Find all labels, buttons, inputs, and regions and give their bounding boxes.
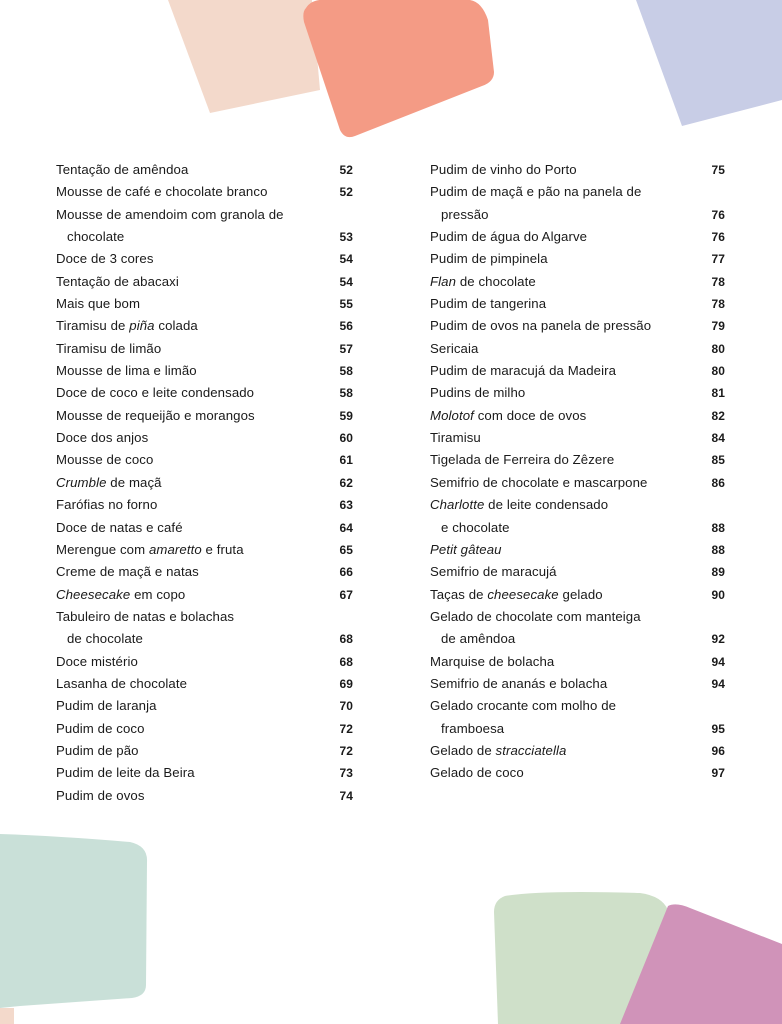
toc-entry[interactable] [430, 606, 727, 651]
title-text: Taças de [430, 586, 488, 602]
toc-page-number: 52 [339, 163, 353, 177]
toc-entry[interactable] [56, 517, 353, 539]
toc-entry-title [430, 673, 727, 695]
title-text: Tiramisu de limão [56, 340, 162, 356]
title-text: de chocolate [67, 631, 143, 647]
toc-page-number: 76 [711, 230, 725, 245]
title-text: Mousse de amendoim com granola de [56, 206, 284, 222]
toc-entry-title [430, 315, 727, 337]
title-text: Pudins de milho [430, 385, 526, 401]
toc-entry-title [56, 695, 353, 717]
toc-entry[interactable] [430, 159, 727, 181]
title-text: Tentação de abacaxi [56, 273, 179, 289]
italic-term: cheesecake [487, 586, 559, 602]
toc-entry[interactable] [56, 449, 353, 471]
title-text: Tentação de amêndoa [56, 162, 189, 177]
toc-entry-title [56, 539, 353, 561]
toc-entry[interactable] [56, 181, 353, 203]
toc-page-number: 68 [339, 654, 353, 669]
title-text: Gelado crocante com molho de [430, 698, 617, 714]
toc-page-number: 88 [711, 542, 725, 557]
title-text: Pudim de laranja [56, 698, 157, 714]
title-text: Marquise de bolacha [430, 653, 555, 669]
toc-page-number: 67 [339, 587, 353, 602]
toc-page-number: 97 [711, 766, 725, 781]
title-text: com doce de ovos [473, 407, 587, 423]
toc-entry-title [430, 561, 727, 583]
toc-entry-title [430, 293, 727, 315]
toc-entry[interactable] [430, 472, 727, 494]
toc-page-number: 85 [711, 453, 725, 468]
toc-page-number: 94 [711, 654, 725, 669]
toc-page-number: 69 [339, 676, 353, 691]
toc-page-number: 52 [339, 185, 353, 200]
toc-page-number: 80 [711, 364, 725, 379]
italic-term: Charlotte [430, 497, 485, 513]
title-text: e chocolate [441, 519, 510, 535]
toc-entry[interactable] [430, 226, 727, 248]
toc-page-number: 73 [339, 766, 353, 781]
toc-page-number: 57 [339, 341, 353, 356]
toc-entry-title [56, 181, 353, 203]
title-text: colada [154, 318, 198, 334]
toc-entry[interactable] [56, 405, 353, 427]
toc-entry-title [430, 517, 727, 539]
toc-entry-title [56, 628, 353, 650]
toc-page-number: 78 [711, 297, 725, 312]
toc-entry-title [430, 584, 727, 606]
toc-page-number: 54 [339, 274, 353, 289]
title-text: Tiramisu de [56, 318, 130, 334]
toc-entry[interactable] [430, 427, 727, 449]
italic-term: amaretto [148, 541, 202, 557]
toc-page-number: 86 [711, 475, 725, 490]
toc-entry[interactable] [56, 271, 353, 293]
toc-entry-title [56, 673, 353, 695]
italic-term: stracciatella [495, 742, 567, 758]
toc-entry[interactable] [56, 494, 353, 516]
title-text: Tiramisu [430, 430, 481, 446]
title-text: Creme de maçã e natas [56, 564, 199, 580]
toc-entry-title [56, 226, 353, 248]
title-text: Sericaia [430, 340, 479, 356]
toc-entry[interactable] [56, 427, 353, 449]
toc-entry[interactable] [430, 494, 727, 539]
toc-entry[interactable] [430, 584, 727, 606]
italic-term: Molotof [430, 407, 474, 423]
toc-page-number: 61 [339, 453, 353, 468]
toc-entry-title [56, 159, 353, 181]
toc-page-number: 56 [339, 319, 353, 334]
toc-entry[interactable] [56, 762, 353, 784]
toc-page-number: 54 [339, 252, 353, 267]
toc-entry-title [56, 494, 353, 516]
title-text: Doce de coco e leite condensado [56, 385, 255, 401]
title-text: Mousse de lima e limão [56, 363, 197, 379]
toc-page-number: 55 [339, 297, 353, 312]
title-text: Lasanha de chocolate [56, 675, 188, 691]
toc-entry[interactable] [56, 338, 353, 360]
toc-entry-title [56, 271, 353, 293]
toc-entry-title [430, 606, 727, 628]
toc-entry-title [56, 651, 353, 673]
toc-page-number: 92 [711, 632, 725, 647]
toc-entry-title [56, 427, 353, 449]
toc-page-number: 58 [339, 364, 353, 379]
toc-entry-title [56, 204, 353, 226]
toc-page-number: 74 [339, 788, 353, 803]
toc-entry-title [430, 628, 727, 650]
toc-entry-title [56, 561, 353, 583]
toc-page-number: 65 [339, 542, 353, 557]
toc-entry[interactable] [56, 695, 353, 717]
toc-entry[interactable] [430, 762, 727, 784]
title-text: Pudim de água do Algarve [430, 229, 588, 245]
title-text: Gelado de coco [430, 765, 524, 781]
peach-swatch [168, 0, 320, 113]
toc-entry-title [56, 785, 353, 807]
toc-entry-title [430, 226, 727, 248]
toc-entry-title [56, 315, 353, 337]
toc-entry-title [56, 718, 353, 740]
title-text: Mousse de coco [56, 452, 154, 468]
toc-entry-title [56, 338, 353, 360]
toc-entry[interactable] [56, 584, 353, 606]
title-text: Pudim de vinho do Porto [430, 162, 577, 177]
toc-entry-title [56, 740, 353, 762]
toc-entry[interactable] [56, 159, 353, 181]
title-text: Pudim de pimpinela [430, 251, 548, 267]
toc-entry-title [56, 248, 353, 270]
title-text: Pudim de maracujá da Madeira [430, 363, 617, 379]
coral-swatch [303, 0, 494, 137]
toc-entry-title [430, 382, 727, 404]
toc-entry[interactable] [56, 673, 353, 695]
title-text: de leite condensado [484, 497, 609, 513]
toc-page-number: 72 [339, 743, 353, 758]
toc-page-number: 53 [339, 230, 353, 245]
title-text: Doce dos anjos [56, 430, 149, 446]
title-text: pressão [441, 206, 489, 222]
toc-entry[interactable] [430, 695, 727, 740]
toc-entry-title [430, 740, 727, 762]
title-text: e fruta [201, 541, 244, 557]
title-text: de chocolate [456, 273, 536, 289]
title-text: Doce mistério [56, 653, 138, 669]
title-text: Tigelada de Ferreira do Zêzere [430, 452, 615, 468]
italic-term: Flan [430, 273, 457, 289]
toc-entry-title [430, 695, 727, 717]
toc-page-number: 59 [339, 408, 353, 423]
toc-entry-title [56, 762, 353, 784]
toc-entry-title [430, 271, 727, 293]
toc-entry[interactable] [56, 561, 353, 583]
toc-right-column [430, 159, 727, 785]
toc-page-number: 82 [711, 408, 725, 423]
title-text: Pudim de coco [56, 720, 145, 736]
title-text: Pudim de leite da Beira [56, 765, 195, 781]
toc-page-number: 77 [711, 252, 725, 267]
lavender-swatch [636, 0, 782, 126]
toc-page-number: 81 [711, 386, 725, 401]
toc-entry-title [430, 405, 727, 427]
title-text: Merengue com [56, 541, 149, 557]
toc-entry-title [430, 181, 727, 203]
toc-entry[interactable] [56, 539, 353, 561]
toc-entry-title [56, 382, 353, 404]
title-text: Mousse de requeijão e morangos [56, 407, 255, 423]
toc-page-number: 90 [711, 587, 725, 602]
toc-entry[interactable] [430, 449, 727, 471]
toc-page-number: 84 [711, 431, 725, 446]
toc-entry-title [430, 762, 727, 784]
toc-page-number: 70 [339, 699, 353, 714]
toc-entry-title [56, 517, 353, 539]
toc-entry[interactable] [56, 293, 353, 315]
toc-page-number: 89 [711, 565, 725, 580]
toc-page-number: 75 [711, 163, 725, 177]
title-text: Gelado de [430, 742, 496, 758]
toc-entry[interactable] [430, 248, 727, 270]
toc-entry[interactable] [56, 785, 353, 807]
toc-entry-title [430, 248, 727, 270]
toc-page-number: 58 [339, 386, 353, 401]
title-text: framboesa [441, 720, 505, 736]
title-text: Semifrio de maracujá [430, 564, 557, 580]
toc-page-number: 64 [339, 520, 353, 535]
toc-entry-title [430, 494, 727, 516]
toc-page-number: 78 [711, 274, 725, 289]
toc-entry-title [56, 405, 353, 427]
mint-swatch [0, 834, 147, 1008]
title-text: Pudim de maçã e pão na panela de [430, 184, 642, 200]
toc-page-number: 95 [711, 721, 725, 736]
toc-entry[interactable] [430, 405, 727, 427]
toc-entry-title [430, 718, 727, 740]
toc-page-number: 68 [339, 632, 353, 647]
toc-entry[interactable] [430, 181, 727, 226]
toc-entry[interactable] [430, 338, 727, 360]
title-text: de amêndoa [441, 631, 516, 647]
toc-entry[interactable] [56, 315, 353, 337]
title-text: Pudim de pão [56, 742, 139, 758]
italic-term: piña [129, 318, 155, 334]
toc-entry[interactable] [430, 382, 727, 404]
title-text: Farófias no forno [56, 497, 158, 513]
title-text: Pudim de ovos na panela de pressão [430, 318, 652, 334]
toc-page-number: 66 [339, 565, 353, 580]
title-text: Doce de natas e café [56, 519, 183, 535]
toc-page-number: 88 [711, 520, 725, 535]
title-text: Mais que bom [56, 296, 141, 312]
toc-entry-title [430, 159, 727, 181]
toc-entry-title [56, 606, 353, 628]
title-text: de maçã [106, 474, 162, 490]
toc-entry-title [56, 360, 353, 382]
italic-term: Cheesecake [56, 586, 131, 602]
title-text: chocolate [67, 229, 125, 245]
toc-entry[interactable] [430, 360, 727, 382]
italic-term: Crumble [56, 474, 107, 490]
toc-page-number: 80 [711, 341, 725, 356]
title-text: Pudim de ovos [56, 787, 145, 803]
toc-page-number: 63 [339, 498, 353, 513]
toc-left-column [56, 159, 353, 807]
toc-page-number: 94 [711, 676, 725, 691]
toc-entry[interactable] [430, 293, 727, 315]
title-text: em copo [130, 586, 186, 602]
toc-entry[interactable] [56, 204, 353, 249]
title-text: Gelado de chocolate com manteiga [430, 608, 641, 624]
toc-entry[interactable] [56, 651, 353, 673]
toc-entry[interactable] [56, 718, 353, 740]
toc-entry[interactable] [430, 315, 727, 337]
toc-entry-title [56, 472, 353, 494]
toc-page-number: 96 [711, 743, 725, 758]
toc-entry-title [430, 360, 727, 382]
toc-entry[interactable] [430, 651, 727, 673]
toc-page-number: 60 [339, 431, 353, 446]
toc-entry-title [430, 204, 727, 226]
toc-entry[interactable] [430, 673, 727, 695]
toc-page-number: 72 [339, 721, 353, 736]
title-text: Semifrio de ananás e bolacha [430, 675, 608, 691]
toc-entry[interactable] [56, 740, 353, 762]
toc-entry[interactable] [56, 606, 353, 651]
toc-entry[interactable] [56, 472, 353, 494]
toc-page-number: 76 [711, 207, 725, 222]
title-text: Semifrio de chocolate e mascarpone [430, 474, 648, 490]
toc-entry[interactable] [56, 382, 353, 404]
toc-entry-title [56, 449, 353, 471]
italic-term: Petit gâteau [430, 541, 502, 557]
toc-entry[interactable] [430, 271, 727, 293]
toc-entry-title [56, 293, 353, 315]
toc-entry[interactable] [430, 740, 727, 762]
title-text: gelado [558, 586, 603, 602]
toc-entry-title [430, 427, 727, 449]
toc-entry[interactable] [56, 360, 353, 382]
toc-page-number: 62 [339, 475, 353, 490]
toc-entry-title [430, 338, 727, 360]
toc-page-number: 79 [711, 319, 725, 334]
title-text: Tabuleiro de natas e bolachas [56, 608, 235, 624]
toc-entry-title [430, 472, 727, 494]
toc-entry-title [430, 449, 727, 471]
toc-entry-title [430, 539, 727, 561]
peach-strip [0, 1008, 14, 1024]
toc-entry-title [430, 651, 727, 673]
title-text: Doce de 3 cores [56, 251, 154, 267]
title-text: Mousse de café e chocolate branco [56, 184, 268, 200]
title-text: Pudim de tangerina [430, 296, 547, 312]
toc-entry-title [56, 584, 353, 606]
toc-entry[interactable] [430, 539, 727, 561]
toc-entry[interactable] [56, 248, 353, 270]
toc-entry[interactable] [430, 561, 727, 583]
